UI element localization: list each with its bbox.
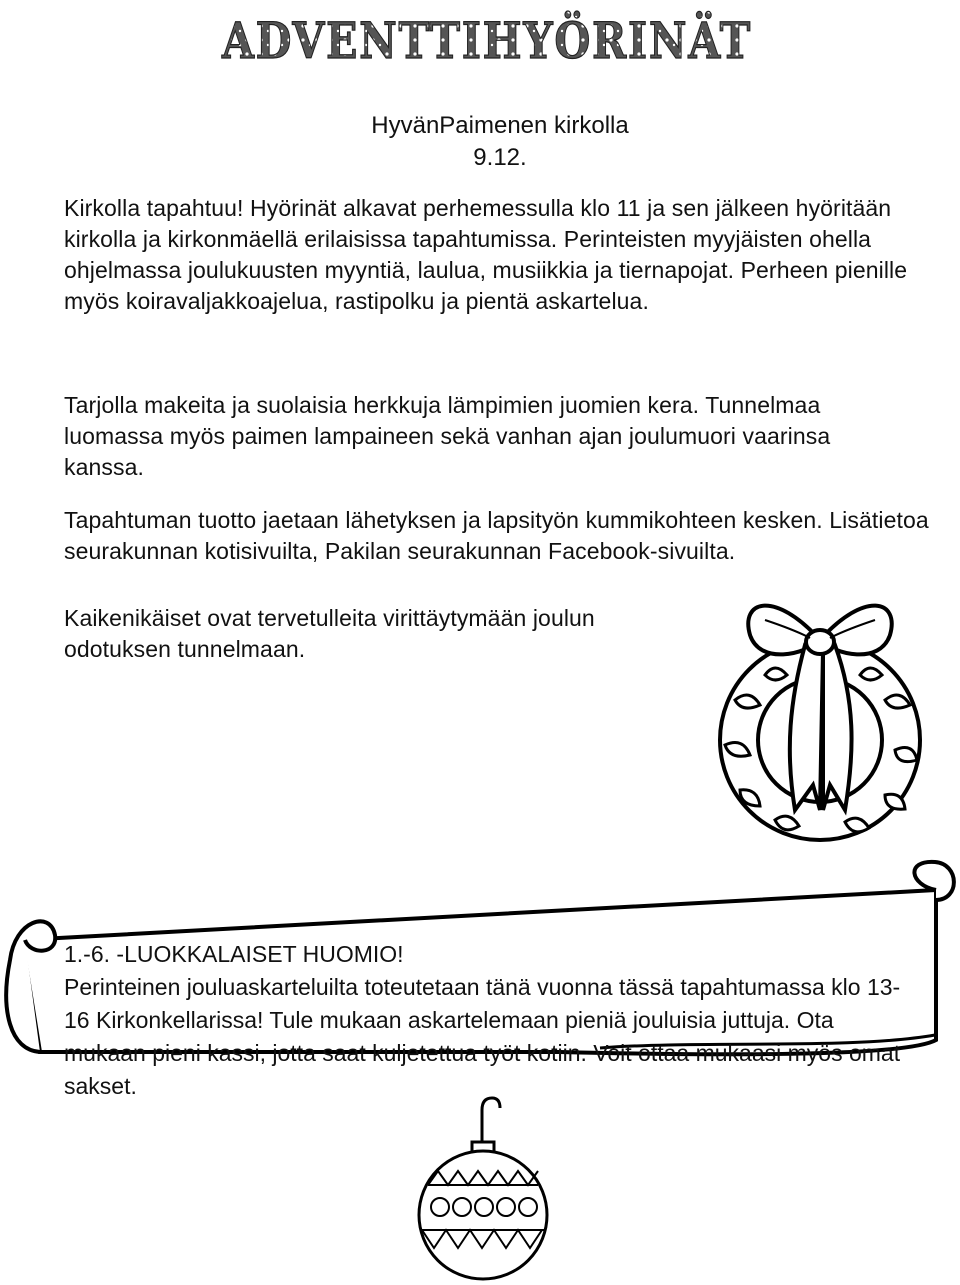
paragraph-proceeds: Tapahtuman tuotto jaetaan lähetyksen ja lapsityön kummikohteen kesken. Lisätietoa seurakunnan kotisivuilta, Pakilan seurakunnan Facebook-sivuilta. bbox=[64, 507, 929, 564]
page-title bbox=[215, 8, 865, 70]
paragraph-welcome: Kaikenikäiset ovat tervetulleita virittäytymään joulun odotuksen tunnelmaan. bbox=[64, 605, 595, 662]
paragraph-intro: Kirkolla tapahtuu! Hyörinät alkavat perhemessulla klo 11 ja sen jälkeen hyöritään kirkolla ja kirkonmäellä erilaisissa tapahtumissa. Perinteisten myyjäisten ohella ohjelmassa joulukuusten myyntiä, laulua, musiikkia ja tiernapojat. Perheen pienille myös koiravaljakkoajelua, rastipolku ja pientä askartelua. bbox=[64, 195, 908, 314]
date-text: 9.12. bbox=[473, 144, 527, 171]
paragraph-food: Tarjolla makeita ja suolaisia herkkuja lämpimien juomien kera. Tunnelmaa luomassa myös paimen lampaineen sekä vanhan ajan joulumuori vaarinsa kanssa. bbox=[64, 392, 831, 480]
notice-text bbox=[64, 938, 914, 1103]
ornament-icon bbox=[410, 1090, 560, 1280]
notice-heading: 1.-6. -LUOKKALAISET HUOMIO! bbox=[64, 941, 404, 967]
place-text: HyvänPaimenen kirkolla bbox=[371, 112, 629, 139]
notice-body: Perinteinen jouluaskarteluilta toteutetaan tänä vuonna tässä tapahtumassa klo 13-16 Kirkonkellarissa! Tule mukaan askartelemaan pieniä jouluisia juttuja. Ota mukaan pieni kassi, jotta saat kuljetettua työt kotiin. Voit ottaa mukaasi myös omat sakset. bbox=[64, 974, 901, 1099]
title-text: ADVENTTIHYÖRINÄT bbox=[222, 11, 865, 70]
event-place bbox=[350, 110, 650, 174]
wreath-icon bbox=[695, 580, 945, 865]
